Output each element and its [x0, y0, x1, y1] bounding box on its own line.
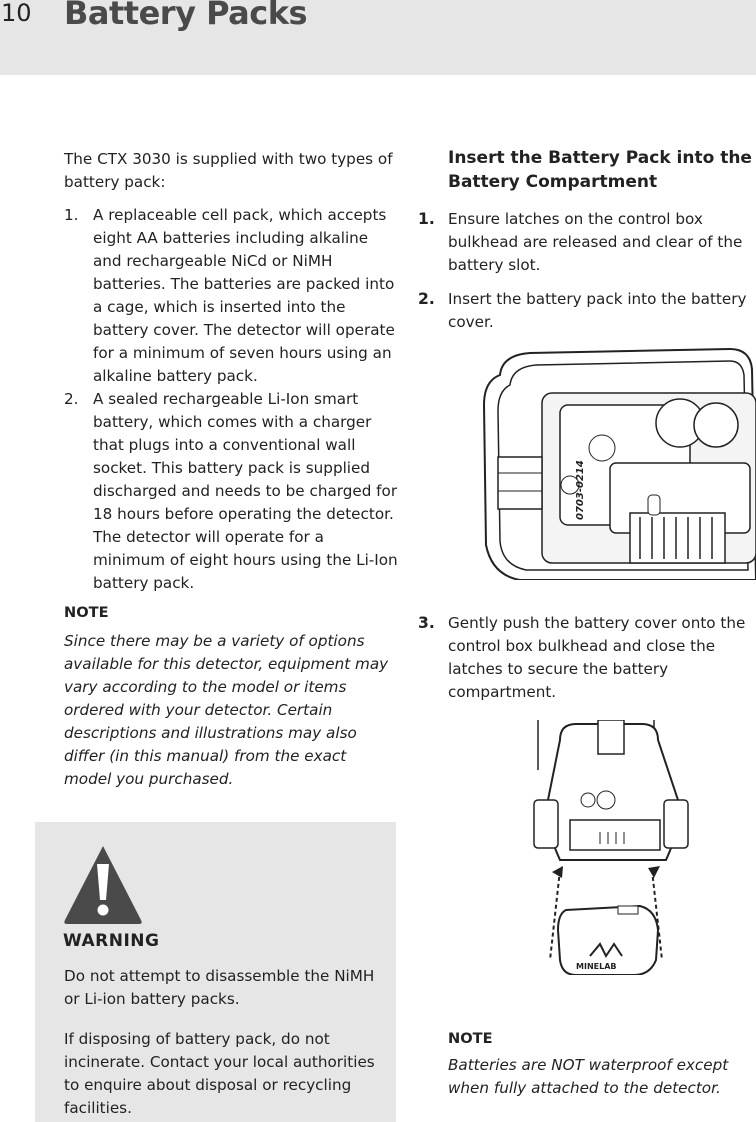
list-item	[64, 388, 398, 595]
list-item	[64, 204, 398, 388]
minelab-logo-text: MINELAB	[576, 962, 617, 971]
step-text: Gently push the battery cover onto the control box bulkhead and close the latches to secure the battery compartment.	[448, 614, 746, 701]
page-title: Battery Packs	[64, 0, 308, 32]
note-heading: NOTE	[64, 604, 109, 621]
note-heading: NOTE	[448, 1030, 493, 1047]
step-number: 3.	[418, 614, 435, 632]
list-item-number: 2.	[64, 390, 79, 408]
header-band	[0, 0, 756, 75]
step-number: 1.	[418, 210, 435, 228]
warning-triangle-icon	[61, 842, 145, 926]
step-text: Ensure latches on the control box bulkhead are released and clear of the battery slot.	[448, 210, 743, 274]
warning-label: WARNING	[63, 931, 160, 951]
note-body: Since there may be a variety of options available for this detector, equipment may vary according to the model or items ordered with your detector. Certain descriptions and illustrations may also differ (in this manual) from the exact model you purchased.	[64, 632, 389, 788]
warning-paragraph: Do not attempt to disassemble the NiMH or Li-ion battery packs.	[64, 967, 375, 1008]
battery-type-list	[64, 204, 398, 595]
intro-paragraph: The CTX 3030 is supplied with two types of battery pack:	[64, 150, 393, 191]
left-column	[64, 148, 398, 791]
step-item	[418, 208, 756, 277]
battery-insert-illustration	[480, 345, 756, 580]
section-title: Insert the Battery Pack into the Battery Compartment	[448, 148, 752, 192]
list-item-text: A sealed rechargeable Li-Ion smart battery, which comes with a charger that plugs into a conventional wall socket. This battery pack is supplied discharged and needs to be charged for 18 hours before operating the detector. The detector will operate for a minimum of eight hours using the Li-Ion battery pack.	[93, 390, 398, 592]
page-number: 10	[1, 0, 32, 27]
step-item	[418, 612, 756, 704]
step-number: 2.	[418, 290, 435, 308]
list-item-text: A replaceable cell pack, which accepts eight AA batteries including alkaline and rechargeable NiCd or NiMH batteries. The batteries are packed into a cage, which is inserted into the battery cover. The detector will operate for a minimum of seven hours using an alkaline battery pack.	[93, 206, 395, 385]
note-body: Batteries are NOT waterproof except when fully attached to the detector.	[448, 1056, 729, 1097]
list-item-number: 1.	[64, 206, 79, 224]
warning-paragraph: If disposing of battery pack, do not incinerate. Contact your local authorities to enquire about disposal or recycling facilities.	[64, 1030, 375, 1117]
cage-label: 0703-0214	[575, 460, 586, 520]
warning-box	[35, 822, 396, 1122]
battery-attach-illustration	[530, 720, 698, 975]
step-item	[418, 288, 756, 334]
step-text: Insert the battery pack into the battery cover.	[448, 290, 747, 331]
